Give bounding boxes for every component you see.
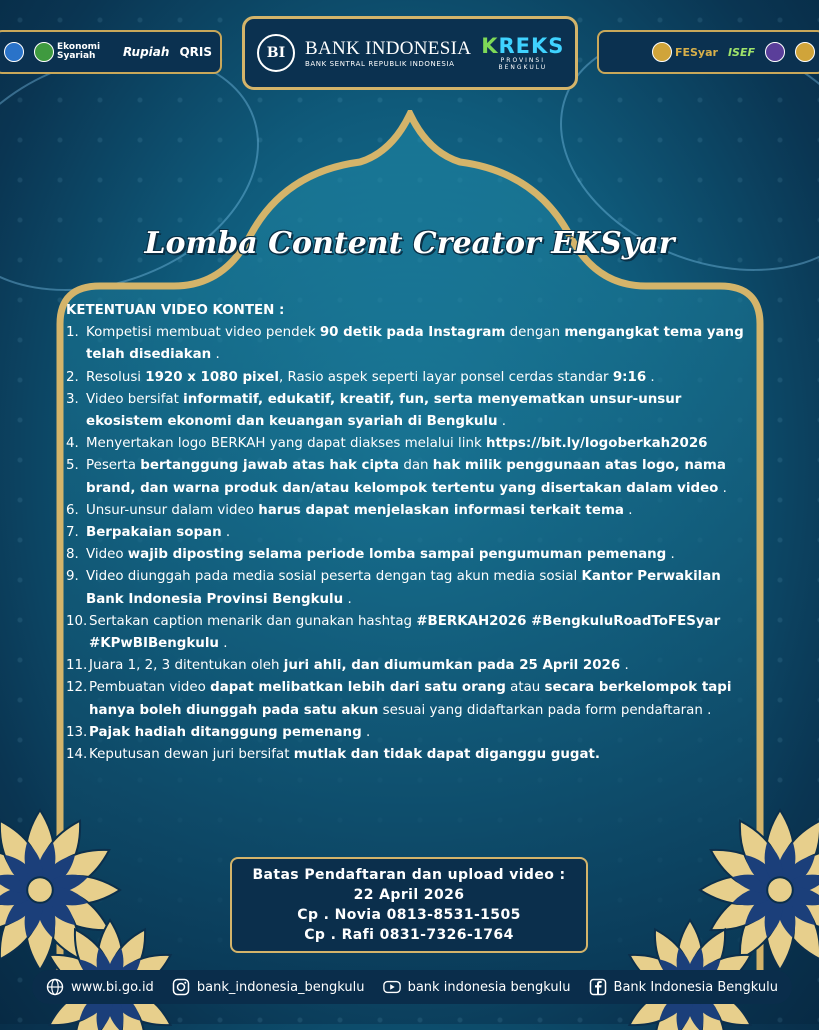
header-logos-center [242, 16, 578, 90]
rule-text: Resolusi 1920 x 1080 pixel, Rasio aspek seperti layar ponsel cerdas standar 9:16 . [86, 369, 655, 385]
page-title: Lomba Content Creator EKSyar [144, 226, 675, 261]
rule-text: Video bersifat informatif, edukatif, kreatif, fun, serta menyematkan unsur-unsur ekosistem ekonomi dan keuangan syariah di Bengkulu . [86, 391, 682, 430]
youtube-icon [383, 978, 401, 996]
fesyar-logo-icon [652, 42, 672, 62]
rule-number: 10. [66, 613, 88, 629]
partner-logo [795, 42, 815, 62]
fesyar-logo: FESyar [652, 42, 718, 62]
partner-logos-right [597, 30, 819, 74]
rule-text: Kompetisi membuat video pendek 90 detik pada Instagram dengan mengangkat tema yang telah disediakan . [86, 325, 744, 363]
rules-section [66, 300, 760, 766]
globe-icon [46, 978, 64, 996]
website-link[interactable]: www.bi.go.id [46, 978, 154, 996]
rule-item [66, 744, 760, 766]
rule-item [66, 544, 760, 566]
qris-logo: QRIS [179, 45, 212, 59]
contact-novia: Cp . Novia 0813-8531-1505 [297, 907, 521, 923]
bank-indonesia-emblem-icon: BI [257, 34, 295, 72]
rule-text: Pajak hadiah ditanggung pemenang . [89, 724, 371, 740]
facebook-icon [589, 978, 607, 996]
partner-emblem-icon [795, 42, 815, 62]
pika-logo-icon [4, 42, 24, 62]
partner-logo [765, 42, 785, 62]
rule-number: 13. [66, 724, 88, 740]
rule-number: 8. [66, 547, 79, 563]
rule-item [66, 522, 760, 544]
rule-item [66, 389, 760, 433]
bank-subtitle: BANK SENTRAL REPUBLIK INDONESIA [305, 60, 455, 68]
rule-number: 1. [66, 325, 79, 341]
rule-number: 6. [66, 502, 79, 518]
rule-number: 12. [66, 680, 88, 696]
rule-text: Unsur-unsur dalam video harus dapat menjelaskan informasi terkait tema . [86, 502, 633, 518]
rule-item [66, 722, 760, 744]
rules-heading: KETENTUAN VIDEO KONTEN : [66, 303, 285, 318]
rule-number: 2. [66, 369, 79, 385]
isef-logo: ISEF [727, 45, 755, 59]
rupiah-logo: Rupiah [122, 45, 170, 59]
rule-number: 11. [66, 658, 88, 674]
rule-text: Sertakan caption menarik dan gunakan hashtag #BERKAH2026 #BengkuluRoadToFESyar #KPwBIBengkulu . [89, 613, 721, 652]
deadline-date: 22 April 2026 [353, 887, 465, 903]
rule-number: 3. [66, 391, 79, 407]
partner-logos-left [0, 30, 222, 74]
rule-number: 9. [66, 569, 79, 585]
instagram-link[interactable]: bank_indonesia_bengkulu [172, 978, 365, 996]
rule-item [66, 655, 760, 677]
rule-number: 4. [66, 436, 79, 452]
ekonomi-syariah-logo-icon [34, 42, 54, 62]
deadline-label: Batas Pendaftaran dan upload video : [252, 867, 566, 883]
youtube-link[interactable]: bank indonesia bengkulu [383, 978, 571, 996]
rule-text: Pembuatan video dapat melibatkan lebih dari satu orang atau secara berkelompok tapi hanya boleh diunggah pada satu akun sesuai yang didaftarkan pada form pendaftaran . [89, 680, 732, 718]
footer-bar [32, 970, 792, 1004]
partner-logo: Ekonomi Syariah [34, 42, 113, 62]
facebook-link[interactable]: Bank Indonesia Bengkulu [589, 978, 778, 996]
contact-rafi: Cp . Rafi 0831-7326-1764 [304, 927, 514, 943]
instagram-icon [172, 978, 190, 996]
rule-number: 14. [66, 747, 88, 763]
rule-item [66, 322, 760, 366]
rule-text: Video diunggah pada media sosial peserta dengan tag akun media sosial Kantor Perwakilan Bank Indonesia Provinsi Bengkulu . [86, 569, 721, 607]
rule-item [66, 677, 760, 721]
rule-item [66, 566, 760, 610]
partner-emblem-icon [765, 42, 785, 62]
bank-name: BANK INDONESIA [305, 38, 472, 59]
rule-text: Peserta bertanggung jawab atas hak cipta dan hak milik penggunaan atas logo, nama brand, dan warna produk dan/atau kelompok tertentu yang disertakan dalam video . [86, 458, 727, 496]
deadline-box [230, 857, 588, 953]
bank-indonesia-logo [305, 38, 471, 68]
rule-number: 5. [66, 458, 79, 474]
kreks-logo: KREKS PROVINSI BENGKULU [481, 33, 565, 71]
rule-text: Menyertakan logo BERKAH yang dapat diakses melalui link https://bit.ly/logoberkah2026 [86, 436, 708, 452]
rule-text: Berpakaian sopan . [86, 525, 231, 541]
rule-text: Juara 1, 2, 3 ditentukan oleh juri ahli, dan diumumkan pada 25 April 2026 . [89, 658, 629, 674]
rule-item [66, 455, 760, 499]
rule-number: 7. [66, 525, 79, 541]
rule-item [66, 500, 760, 522]
rule-item [66, 611, 760, 655]
rule-item [66, 433, 760, 455]
rule-item [66, 367, 760, 389]
partner-logo [4, 42, 24, 62]
rule-text: Video wajib diposting selama periode lomba sampai pengumuman pemenang . [86, 547, 675, 563]
rules-list [66, 322, 760, 766]
rule-text: Keputusan dewan juri bersifat mutlak dan tidak dapat diganggu gugat. [89, 747, 601, 763]
